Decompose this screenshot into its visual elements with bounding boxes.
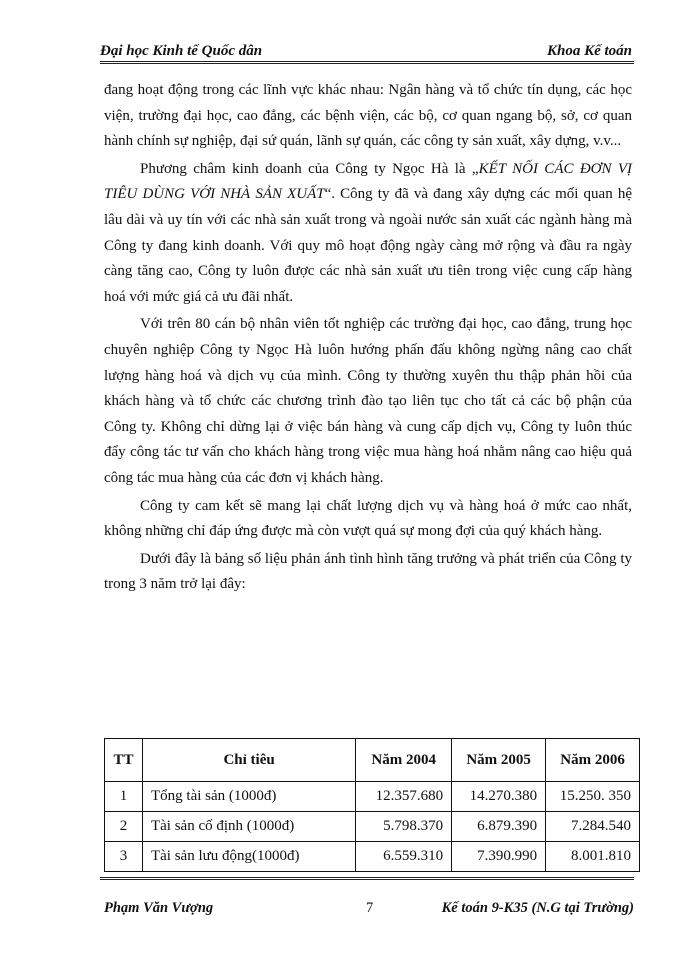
paragraph-2 [104,157,632,311]
cell-2005: 7.390.990 [452,842,546,872]
paragraph-2-intro: Phương châm kinh doanh của Công ty Ngọc Hà là „ [140,160,479,177]
body-text [104,78,632,598]
col-header-2005: Năm 2005 [452,739,546,782]
cell-2006: 15.250. 350 [546,782,640,812]
cell-2004: 5.798.370 [356,812,452,842]
footer-rule [100,877,634,880]
page-header [100,36,632,60]
page-number: 7 [366,900,374,916]
paragraph-5: Dưới đây là bảng số liệu phản ánh tình hình tăng trưởng và phát triển của Công ty trong 3 năm trở lại đây: [104,550,632,593]
col-header-2004: Năm 2004 [356,739,452,782]
header-rule [100,61,634,64]
table-row [105,782,640,812]
cell-indicator: Tài sản cố định (1000đ) [142,812,355,842]
paragraph-1: đang hoạt động trong các lĩnh vực khác nhau: Ngân hàng và tổ chức tín dụng, các học viện, trường đại học, cao đẳng, các bệnh viện, các bộ, cơ quan ngang bộ, sở, cơ quan hành chính sự nghiệp, đại sứ quán, lãnh sự quán, các công ty sản xuất, xây dựng, v.v... [104,82,632,150]
col-header-2006: Năm 2006 [546,739,640,782]
cell-2004: 6.559.310 [356,842,452,872]
paragraph-4: Công ty cam kết sẽ mang lại chất lượng dịch vụ và hàng hoá ở mức cao nhất, không những chỉ đáp ứng được mà còn vượt quá sự mong đợi của quý khách hàng. [104,497,632,540]
table-header-row [105,739,640,782]
company-slogan: KẾT NỐI CÁC ĐƠN VỊ TIÊU DÙNG VỚI NHÀ SẢN XUẤT [104,160,632,203]
footer-author: Phạm Văn Vượng [104,900,214,916]
col-header-indicator: Chỉ tiêu [142,739,355,782]
header-university: Đại học Kinh tế Quốc dân [100,43,263,59]
cell-2005: 14.270.380 [452,782,546,812]
footer-course: Kế toán 9-K35 (N.G tại Trường) [441,900,634,916]
cell-2006: 8.001.810 [546,842,640,872]
cell-2004: 12.357.680 [356,782,452,812]
cell-2005: 6.879.390 [452,812,546,842]
table-row [105,842,640,872]
cell-tt: 3 [105,842,143,872]
growth-table [104,738,640,872]
table-row [105,812,640,842]
header-faculty: Khoa Kế toán [546,43,632,59]
cell-tt: 2 [105,812,143,842]
cell-tt: 1 [105,782,143,812]
cell-indicator: Tổng tài sản (1000đ) [142,782,355,812]
cell-indicator: Tài sản lưu động(1000đ) [142,842,355,872]
paragraph-2-rest: “. Công ty đã và đang xây dựng các mối quan hệ lâu dài và uy tín với các nhà sản xuất trong và ngoài nước sản xuất các ngành hàng mà Công ty đang kinh doanh. Với quy mô hoạt động ngày càng mở rộng và đầu ra ngày càng tăng cao, Công ty luôn được các nhà sản xuất ưu tiên trong việc cung cấp hàng hoá với mức giá cả ưu đãi nhất. [104,186,633,305]
col-header-tt: TT [105,739,143,782]
paragraph-3: Với trên 80 cán bộ nhân viên tốt nghiệp các trường đại học, cao đẳng, trung học chuyên nghiệp Công ty Ngọc Hà luôn hướng phấn đấu không ngừng nâng cao chất lượng hàng hoá và dịch vụ của mình. Công ty thường xuyên thu thập phản hồi của khách hàng và tổ chức các chương trình đào tạo liên tục cho tất cả các bộ phận của Công ty. Không chỉ dừng lại ở việc bán hàng và cung cấp dịch vụ, Công ty luôn thúc đẩy công tác tư vấn cho khách hàng trong việc mua hàng hoá nhằm nâng cao hiệu quả công tác mua hàng của các đơn vị khách hàng. [104,316,632,486]
cell-2006: 7.284.540 [546,812,640,842]
